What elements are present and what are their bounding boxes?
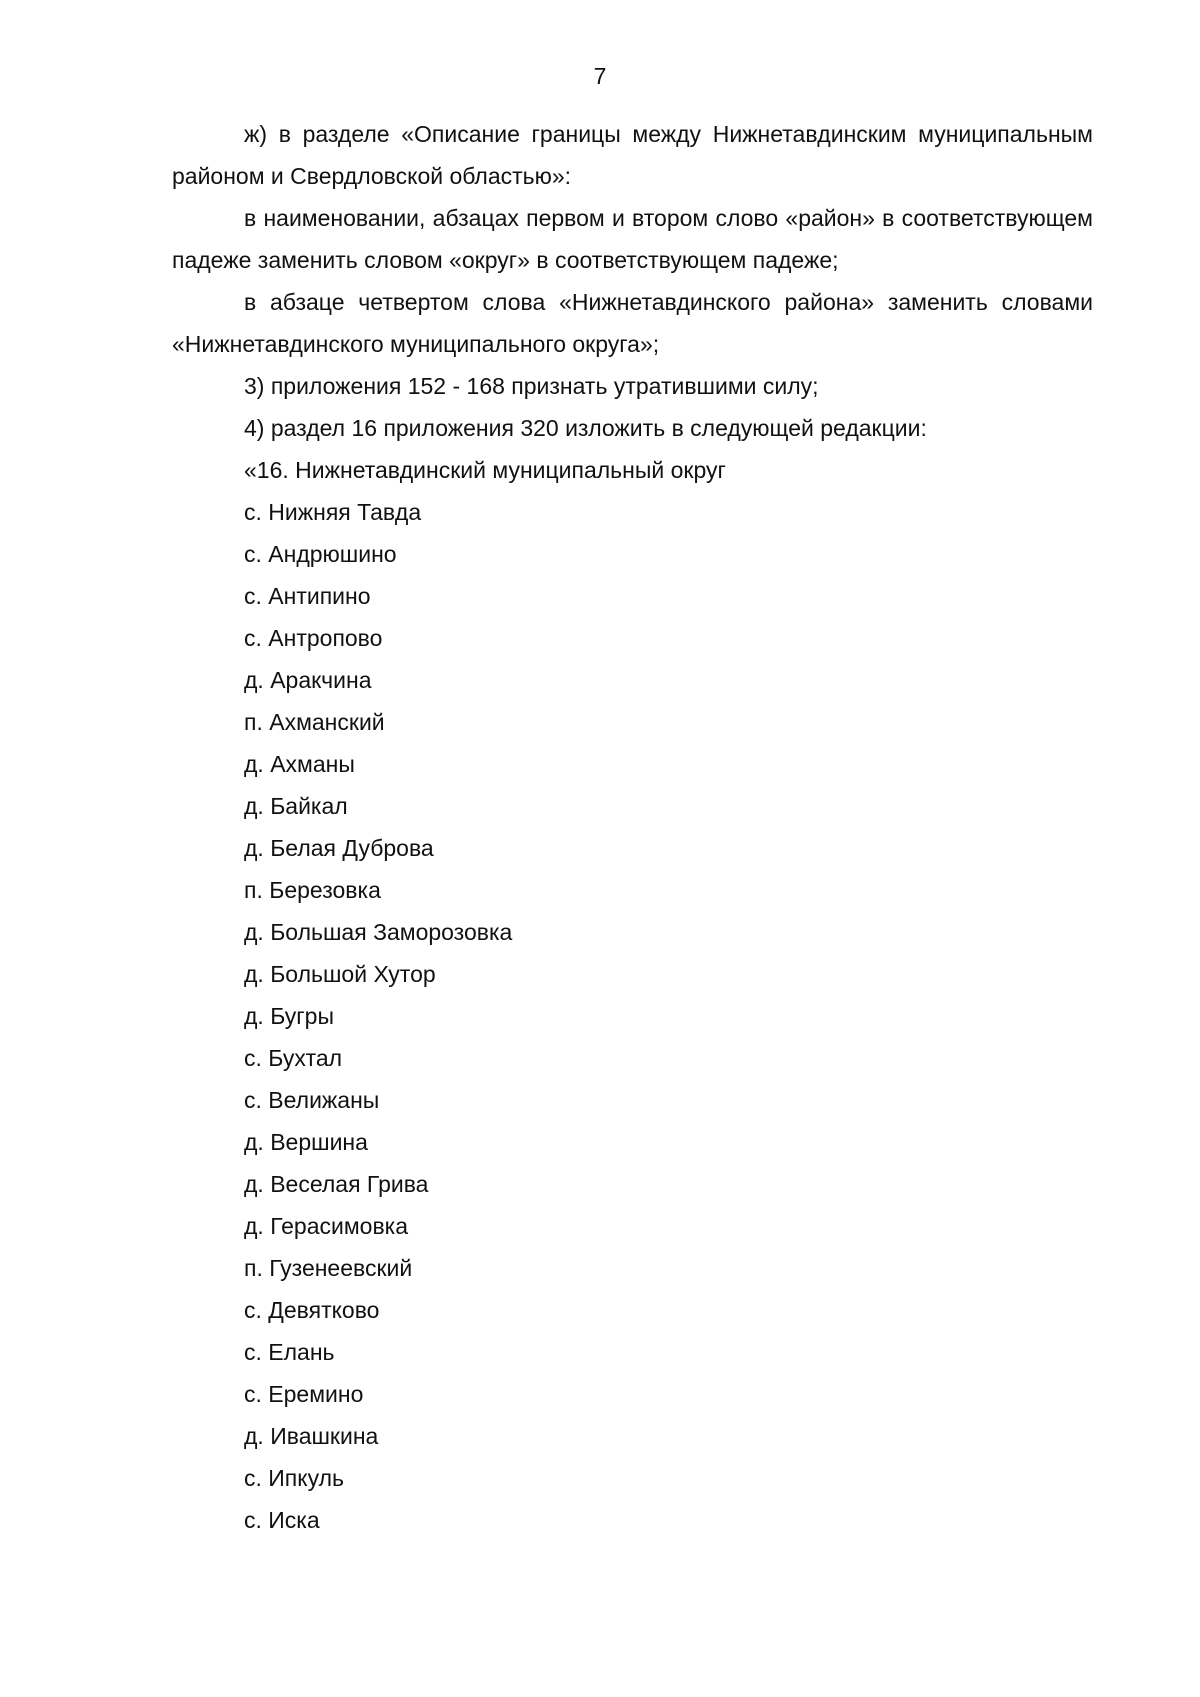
paragraph-naming-change: в наименовании, абзацах первом и втором слово «район» в соответствующем падеже заменить словом «округ» в соответствующем падеже; — [172, 205, 1093, 273]
settlement-item: с. Еремино — [244, 1381, 364, 1407]
settlement-item: д. Большая Заморозовка — [244, 919, 513, 945]
paragraph-section-zh: ж) в разделе «Описание границы между Нижнетавдинским муниципальным районом и Свердловской областью»: — [172, 121, 1093, 189]
settlement-item: п. Березовка — [244, 877, 381, 903]
settlement-item: д. Ахманы — [244, 751, 355, 777]
settlement-item: д. Байкал — [244, 793, 348, 819]
settlement-list — [172, 491, 1093, 1541]
settlement-item: с. Бухтал — [244, 1045, 343, 1071]
list-item-4: 4) раздел 16 приложения 320 изложить в следующей редакции: — [244, 415, 927, 441]
settlement-item: д. Большой Хутор — [244, 961, 436, 987]
document-body — [172, 113, 1093, 1541]
settlement-item: д. Белая Дуброва — [244, 835, 434, 861]
settlement-item: с. Андрюшино — [244, 541, 397, 567]
settlement-item: д. Аракчина — [244, 667, 372, 693]
settlement-item: д. Веселая Грива — [244, 1171, 429, 1197]
settlement-item: с. Велижаны — [244, 1087, 380, 1113]
settlement-item: д. Бугры — [244, 1003, 335, 1029]
list-item-3: 3) приложения 152 - 168 признать утратившими силу; — [244, 373, 819, 399]
settlement-item: с. Ипкуль — [244, 1465, 344, 1491]
settlement-item: д. Вершина — [244, 1129, 368, 1155]
paragraph-fourth-abzac: в абзаце четвертом слова «Нижнетавдинского района» заменить словами «Нижнетавдинского муниципального округа»; — [172, 289, 1093, 357]
page-number: 7 — [593, 63, 607, 89]
section-heading-16: «16. Нижнетавдинский муниципальный округ — [244, 457, 726, 483]
settlement-item: с. Елань — [244, 1339, 335, 1365]
settlement-item: п. Ахманский — [244, 709, 385, 735]
settlement-item: с. Девятково — [244, 1297, 380, 1323]
settlement-item: с. Нижняя Тавда — [244, 499, 422, 525]
settlement-item: с. Антипино — [244, 583, 371, 609]
settlement-item: д. Герасимовка — [244, 1213, 409, 1239]
settlement-item: с. Антропово — [244, 625, 383, 651]
settlement-item: д. Ивашкина — [244, 1423, 379, 1449]
settlement-item: с. Иска — [244, 1507, 320, 1533]
settlement-item: п. Гузенеевский — [244, 1255, 413, 1281]
